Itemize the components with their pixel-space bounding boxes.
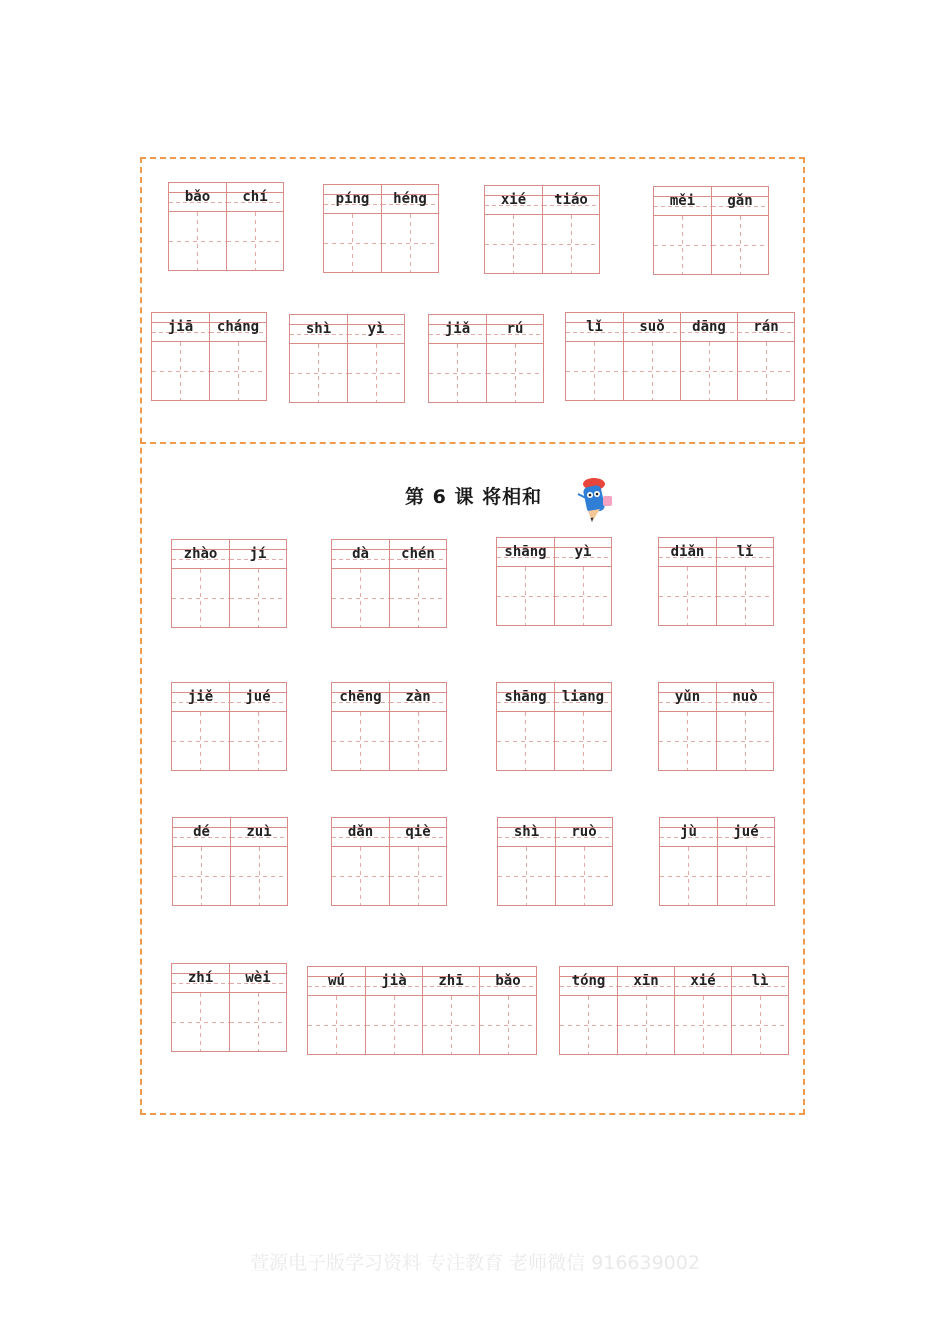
pinyin-row	[738, 313, 794, 342]
hanzi-writing-box[interactable]	[366, 996, 422, 1054]
pinyin-syllable: zhào	[183, 546, 218, 562]
pinyin-row	[675, 967, 731, 996]
pinyin-syllable: diǎn	[670, 544, 705, 560]
hanzi-writing-box[interactable]	[660, 847, 717, 905]
pinyin-syllable: xīn	[633, 973, 659, 989]
pinyin-row	[332, 540, 389, 569]
character-cell	[711, 187, 768, 274]
pinyin-row	[487, 315, 543, 344]
pinyin-row	[555, 683, 611, 712]
pencil-mascot-icon	[570, 474, 616, 526]
pinyin-syllable: jué	[733, 824, 759, 840]
pinyin-syllable: jiā	[167, 319, 194, 335]
character-cell	[555, 818, 612, 905]
hanzi-writing-box[interactable]	[423, 996, 479, 1054]
hanzi-writing-box[interactable]	[712, 216, 768, 274]
pinyin-row	[497, 683, 554, 712]
hanzi-writing-box[interactable]	[624, 342, 680, 400]
pinyin-writing-grid	[331, 539, 447, 628]
grid-cells	[565, 312, 795, 401]
pinyin-writing-grid	[484, 185, 600, 274]
hanzi-writing-box[interactable]	[498, 847, 555, 905]
pinyin-writing-grid	[659, 817, 775, 906]
pinyin-syllable: liang	[561, 689, 605, 705]
pinyin-syllable: dé	[193, 824, 210, 840]
hanzi-writing-box[interactable]	[390, 569, 446, 627]
character-cell	[389, 683, 446, 770]
hanzi-writing-box[interactable]	[659, 567, 716, 625]
character-cell	[497, 683, 554, 770]
character-cell	[486, 315, 543, 402]
grid-cells	[331, 817, 447, 906]
hanzi-writing-box[interactable]	[230, 712, 286, 770]
character-cell	[422, 967, 479, 1054]
character-cell	[229, 540, 286, 627]
pinyin-row	[560, 967, 617, 996]
hanzi-writing-box[interactable]	[429, 344, 486, 402]
pinyin-syllable: shāng	[504, 689, 547, 705]
pinyin-writing-grid	[653, 186, 769, 275]
pinyin-row	[543, 186, 599, 215]
pinyin-syllable: qiè	[405, 824, 431, 840]
pinyin-syllable: tiáo	[554, 192, 588, 208]
pinyin-row	[210, 313, 266, 342]
pinyin-row	[423, 967, 479, 996]
pinyin-syllable: ruò	[571, 824, 597, 840]
character-cell	[660, 818, 717, 905]
pinyin-row	[227, 183, 283, 212]
pinyin-row	[231, 818, 287, 847]
character-cell	[332, 540, 389, 627]
character-cell	[680, 313, 737, 400]
hanzi-writing-box[interactable]	[566, 342, 623, 400]
pinyin-syllable: cháng	[216, 319, 260, 335]
character-cell	[172, 683, 229, 770]
character-cell	[290, 315, 347, 402]
pinyin-row	[169, 183, 226, 212]
hanzi-writing-box[interactable]	[173, 847, 230, 905]
pinyin-row	[624, 313, 680, 342]
pinyin-syllable: dǎn	[347, 824, 374, 840]
pinyin-syllable: lǐ	[586, 319, 603, 335]
character-cell	[497, 538, 554, 625]
character-cell	[169, 183, 226, 270]
hanzi-writing-box[interactable]	[556, 847, 612, 905]
character-cell	[554, 683, 611, 770]
hanzi-writing-box[interactable]	[231, 847, 287, 905]
pinyin-syllable: yì	[367, 321, 385, 337]
pinyin-writing-grid	[172, 817, 288, 906]
pinyin-writing-grid	[496, 682, 612, 771]
character-cell	[172, 964, 229, 1051]
pinyin-writing-grid	[658, 682, 774, 771]
grid-cells	[428, 314, 544, 403]
character-cell	[623, 313, 680, 400]
pinyin-syllable: xié	[500, 192, 527, 208]
hanzi-writing-box[interactable]	[172, 569, 229, 627]
hanzi-writing-box[interactable]	[332, 569, 389, 627]
pinyin-writing-grid	[171, 539, 287, 628]
pinyin-syllable: suǒ	[639, 319, 665, 335]
pinyin-syllable: gǎn	[727, 193, 753, 209]
pinyin-row	[230, 540, 286, 569]
pinyin-syllable: měi	[669, 193, 696, 209]
pinyin-row	[717, 683, 773, 712]
character-cell	[172, 540, 229, 627]
character-cell	[226, 183, 283, 270]
pinyin-writing-grid	[323, 184, 439, 273]
hanzi-writing-box[interactable]	[152, 342, 209, 400]
pinyin-row	[717, 538, 773, 567]
pinyin-row	[712, 187, 768, 216]
character-cell	[498, 818, 555, 905]
hanzi-writing-box[interactable]	[332, 847, 389, 905]
character-cell	[173, 818, 230, 905]
hanzi-writing-box[interactable]	[555, 712, 611, 770]
hanzi-writing-box[interactable]	[654, 216, 711, 274]
pinyin-row	[555, 538, 611, 567]
hanzi-writing-box[interactable]	[382, 214, 438, 272]
pinyin-row	[308, 967, 365, 996]
pinyin-syllable: shì	[513, 824, 540, 840]
watermark-text: 萱源电子版学习资料 专注教育 老师微信 916639002	[250, 1252, 700, 1274]
pinyin-row	[556, 818, 612, 847]
hanzi-writing-box[interactable]	[290, 344, 347, 402]
character-cell	[659, 538, 716, 625]
pinyin-syllable: wèi	[245, 970, 271, 986]
pinyin-writing-grid	[496, 537, 612, 626]
character-cell	[365, 967, 422, 1054]
pinyin-syllable: jí	[249, 546, 267, 562]
hanzi-writing-box[interactable]	[718, 847, 774, 905]
character-cell	[659, 683, 716, 770]
hanzi-writing-box[interactable]	[717, 712, 773, 770]
hanzi-writing-box[interactable]	[497, 712, 554, 770]
pinyin-writing-grid	[565, 312, 795, 401]
grid-cells	[171, 682, 287, 771]
hanzi-writing-box[interactable]	[738, 342, 794, 400]
hanzi-writing-box[interactable]	[230, 569, 286, 627]
pinyin-row	[566, 313, 623, 342]
hanzi-writing-box[interactable]	[332, 712, 389, 770]
character-cell	[324, 185, 381, 272]
pinyin-syllable: lǐ	[736, 544, 754, 560]
pinyin-writing-grid	[331, 817, 447, 906]
pinyin-writing-grid	[171, 963, 287, 1052]
character-cell	[429, 315, 486, 402]
character-cell	[566, 313, 623, 400]
hanzi-writing-box[interactable]	[732, 996, 788, 1054]
hanzi-writing-box[interactable]	[659, 712, 716, 770]
grid-cells	[658, 537, 774, 626]
grid-cells	[307, 966, 537, 1055]
pinyin-row	[230, 964, 286, 993]
hanzi-writing-box[interactable]	[324, 214, 381, 272]
pinyin-syllable: dà	[352, 546, 369, 562]
pinyin-row	[497, 538, 554, 567]
pinyin-row	[152, 313, 209, 342]
pinyin-syllable: jià	[381, 973, 407, 989]
character-cell	[717, 818, 774, 905]
pinyin-syllable: píng	[335, 191, 370, 207]
hanzi-writing-box[interactable]	[172, 993, 229, 1051]
character-cell	[152, 313, 209, 400]
pinyin-row	[324, 185, 381, 214]
pinyin-syllable: chén	[401, 546, 435, 562]
pinyin-row	[429, 315, 486, 344]
pinyin-row	[172, 964, 229, 993]
pinyin-row	[480, 967, 536, 996]
hanzi-writing-box[interactable]	[172, 712, 229, 770]
pinyin-writing-grid	[559, 966, 789, 1055]
pinyin-syllable: nuò	[732, 689, 758, 705]
character-cell	[381, 185, 438, 272]
pinyin-syllable: tóng	[571, 973, 606, 989]
lesson-title: 第 6 课 将相和	[405, 486, 543, 508]
grid-cells	[172, 817, 288, 906]
character-cell	[716, 538, 773, 625]
hanzi-writing-box[interactable]	[227, 212, 283, 270]
hanzi-writing-box[interactable]	[480, 996, 536, 1054]
hanzi-writing-box[interactable]	[487, 344, 543, 402]
character-cell	[731, 967, 788, 1054]
grid-cells	[496, 537, 612, 626]
grid-cells	[323, 184, 439, 273]
pinyin-row	[618, 967, 674, 996]
pinyin-row	[732, 967, 788, 996]
hanzi-writing-box[interactable]	[560, 996, 617, 1054]
pinyin-syllable: jué	[245, 689, 271, 705]
section-divider	[140, 442, 805, 444]
pinyin-row	[498, 818, 555, 847]
pinyin-row	[718, 818, 774, 847]
character-cell	[332, 683, 389, 770]
pinyin-writing-grid	[428, 314, 544, 403]
pinyin-row	[659, 683, 716, 712]
grid-cells	[653, 186, 769, 275]
pinyin-syllable: shāng	[504, 544, 547, 560]
character-cell	[485, 186, 542, 273]
pinyin-writing-grid	[168, 182, 284, 271]
pinyin-writing-grid	[307, 966, 537, 1055]
pinyin-row	[390, 818, 446, 847]
pinyin-syllable: héng	[393, 191, 427, 207]
character-cell	[716, 683, 773, 770]
character-cell	[230, 818, 287, 905]
pinyin-writing-grid	[289, 314, 405, 403]
pinyin-syllable: jiě	[187, 689, 214, 705]
hanzi-writing-box[interactable]	[390, 847, 446, 905]
pinyin-syllable: yǔn	[674, 689, 701, 705]
character-cell	[674, 967, 731, 1054]
hanzi-writing-box[interactable]	[390, 712, 446, 770]
pinyin-row	[660, 818, 717, 847]
character-cell	[347, 315, 404, 402]
character-cell	[332, 818, 389, 905]
character-cell	[737, 313, 794, 400]
pinyin-writing-grid	[171, 682, 287, 771]
pinyin-syllable: lì	[751, 973, 769, 989]
pinyin-row	[366, 967, 422, 996]
hanzi-writing-box[interactable]	[543, 215, 599, 273]
grid-cells	[484, 185, 600, 274]
pinyin-row	[485, 186, 542, 215]
pinyin-syllable: bǎo	[184, 189, 211, 205]
pinyin-row	[290, 315, 347, 344]
pinyin-row	[390, 540, 446, 569]
character-cell	[209, 313, 266, 400]
grid-cells	[151, 312, 267, 401]
character-cell	[617, 967, 674, 1054]
pinyin-syllable: xié	[690, 973, 716, 989]
hanzi-writing-box[interactable]	[210, 342, 266, 400]
pinyin-row	[390, 683, 446, 712]
pinyin-row	[659, 538, 716, 567]
grid-cells	[659, 817, 775, 906]
character-cell	[389, 818, 446, 905]
hanzi-writing-box[interactable]	[485, 215, 542, 273]
hanzi-writing-box[interactable]	[169, 212, 226, 270]
character-cell	[479, 967, 536, 1054]
pinyin-syllable: bǎo	[495, 973, 521, 989]
pinyin-row	[172, 540, 229, 569]
pinyin-syllable: dāng	[692, 319, 726, 335]
grid-cells	[171, 963, 287, 1052]
pinyin-row	[332, 683, 389, 712]
pinyin-syllable: rú	[506, 321, 524, 337]
character-cell	[542, 186, 599, 273]
pinyin-writing-grid	[151, 312, 267, 401]
character-cell	[229, 964, 286, 1051]
character-cell	[229, 683, 286, 770]
grid-cells	[497, 817, 613, 906]
hanzi-writing-box[interactable]	[681, 342, 737, 400]
pinyin-syllable: shì	[305, 321, 332, 337]
character-cell	[654, 187, 711, 274]
pinyin-row	[382, 185, 438, 214]
hanzi-writing-box[interactable]	[717, 567, 773, 625]
pinyin-row	[173, 818, 230, 847]
grid-cells	[171, 539, 287, 628]
pinyin-syllable: zuì	[246, 824, 272, 840]
pinyin-syllable: zàn	[405, 689, 431, 705]
hanzi-writing-box[interactable]	[618, 996, 674, 1054]
pinyin-syllable: chēng	[339, 689, 382, 705]
pinyin-syllable: rán	[753, 319, 779, 335]
character-cell	[560, 967, 617, 1054]
pinyin-syllable: jù	[680, 824, 697, 840]
pinyin-row	[332, 818, 389, 847]
pinyin-syllable: zhī	[438, 973, 464, 989]
pinyin-syllable: jiǎ	[444, 321, 471, 337]
hanzi-writing-box[interactable]	[555, 567, 611, 625]
pinyin-row	[681, 313, 737, 342]
pinyin-syllable: chí	[242, 189, 268, 205]
grid-cells	[331, 682, 447, 771]
grid-cells	[168, 182, 284, 271]
character-cell	[308, 967, 365, 1054]
pinyin-row	[172, 683, 229, 712]
pinyin-writing-grid	[331, 682, 447, 771]
pinyin-syllable: yì	[574, 544, 592, 560]
grid-cells	[289, 314, 405, 403]
pinyin-row	[230, 683, 286, 712]
pinyin-syllable: wú	[328, 973, 345, 989]
pinyin-syllable: zhí	[187, 970, 214, 986]
pinyin-row	[654, 187, 711, 216]
character-cell	[554, 538, 611, 625]
hanzi-writing-box[interactable]	[675, 996, 731, 1054]
hanzi-writing-box[interactable]	[308, 996, 365, 1054]
pinyin-row	[348, 315, 404, 344]
grid-cells	[658, 682, 774, 771]
pinyin-writing-grid	[658, 537, 774, 626]
grid-cells	[496, 682, 612, 771]
hanzi-writing-box[interactable]	[497, 567, 554, 625]
character-cell	[389, 540, 446, 627]
pinyin-writing-grid	[497, 817, 613, 906]
hanzi-writing-box[interactable]	[230, 993, 286, 1051]
grid-cells	[559, 966, 789, 1055]
grid-cells	[331, 539, 447, 628]
hanzi-writing-box[interactable]	[348, 344, 404, 402]
